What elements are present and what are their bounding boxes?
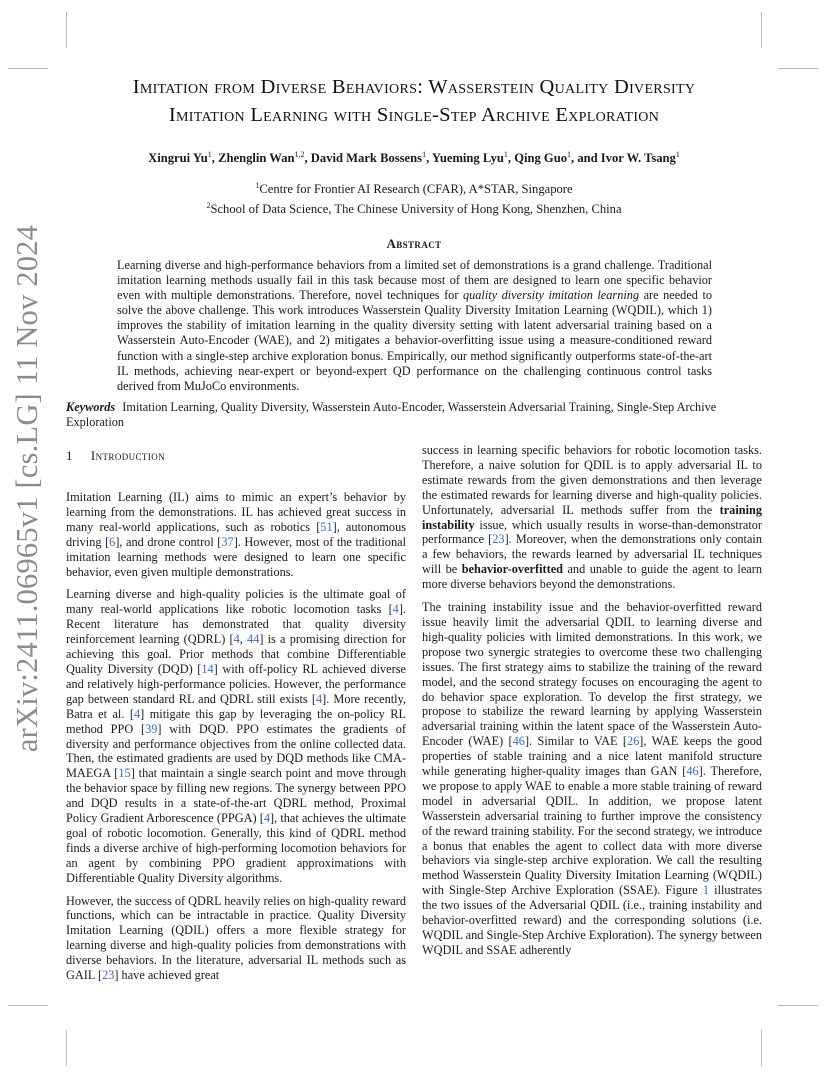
paragraph: Imitation Learning (IL) aims to mimic an expert’s behavior by learning from the demonstrations. IL has achieved great success in many real-world applications, such as robotics [51], autonomous driving [6], and drone control [37]. However, most of the traditional imitation learning methods were designed to learn one specific behavior, even given multiple demonstrations. [66,490,407,579]
section-heading [66,448,406,464]
citation-link[interactable]: 4 [134,706,141,721]
title-line-1: Imitation from Diverse Behaviors: Wasserstein Quality Diversity [132,76,696,98]
citation-link[interactable]: 23 [492,532,505,547]
citation-link[interactable]: 39 [145,721,158,736]
author-name: Ivor W. Tsang [600,151,676,166]
author-affiliation-mark: 1 [207,150,212,159]
keywords-label: Keywords [66,400,116,414]
crop-mark-bottom-right [761,1030,762,1066]
keywords [66,400,762,430]
paper-title [66,73,762,129]
abstract-heading: Abstract [386,236,442,251]
crop-mark-right-lower [778,1005,818,1006]
crop-mark-left-lower [8,1005,48,1006]
affiliation-number: 1 [255,181,260,190]
abstract-body [117,258,712,394]
crop-mark-bottom-left [66,1030,67,1066]
citation-link[interactable]: 4 [263,811,270,826]
affiliation-number: 2 [206,200,211,210]
left-column [66,448,406,991]
author-affiliation-mark: 1 [567,150,572,159]
author-list [66,150,762,166]
bold-term: training instability [422,502,762,532]
affiliation [66,178,762,198]
paragraph: Learning diverse and high-quality policies is the ultimate goal of many real-world applications like robotic locomotion tasks [4]. Recent literature has demonstrated that quality diversity reinforcement learning (QDRL) [4, 44] is a promising direction for achieving this goal. Prior methods that combine Differentiable Quality Diversity (DQD) [14] with off-policy RL achieved diverse and relatively high-performance policies. However, the performance gap between standard RL and QDRL still exists [4]. More recently, Batra et al. [4] mitigate this gap by leveraging the on-policy RL method PPO [39] with DQD. PPO estimates the gradients of diversity and performance objectives from the online collected data. Then, the estimated gradients are used by DQD methods like CMA-MAEGA [15] that maintain a single search point and move through the behavior space by filling new regions. The synergy between PPO and DQD results in a state-of-the-art QDRL method, Proximal Policy Gradient Arborescence (PPGA) [4], that achieves the ultimate goal of robotic locomotion. Generally, this kind of QDRL method finds a diverse archive of high-performing locomotion behaviors for an agent by combining PPO gradient approximations with Differentiable Quality Diversity algorithms. [66,587,407,885]
citation-link[interactable]: 37 [221,534,234,549]
citation-link[interactable]: 6 [109,534,116,549]
section-title: Introduction [90,448,166,463]
citation-link[interactable]: 4 [233,632,240,647]
affiliation-text: School of Data Science, The Chinese University of Hong Kong, Shenzhen, China [210,201,622,216]
citation-link[interactable]: 4 [392,602,399,617]
citation-link[interactable]: 23 [102,968,115,983]
figure-reference-link[interactable]: 1 [702,883,709,898]
arxiv-identifier[interactable] [4,224,52,752]
author-separator: , [426,151,432,166]
author-name: Yueming Lyu [431,151,504,166]
author-name: Xingrui Yu [148,151,208,166]
arxiv-identifier-text: arXiv:2411.06965v1 [cs.LG] 11 Nov 2024 [10,224,45,752]
paragraph: The training instability issue and the behavior-overfitted reward issue heavily limit the adversarial QDIL to learning diverse and high-quality policies with limited demonstrations. In this work, we propose two synergic strategies to overcome these two challenging issues. The first strategy aims to stabilize the training of the reward model, and the second strategy focuses on encouraging the agent to do behavior space exploration. To develop the first strategy, we propose to stabilize the reward learning by applying Wasserstein adversarial training within the latent space of the Wasserstein Auto-Encoder (WAE) [46]. Similar to VAE [26], WAE keeps the good properties of stable training and a nice latent manifold structure while generating higher-quality images than GAN [46]. Therefore, we propose to apply WAE to enable a more stable training of reward model in adversarial QDIL. In addition, we propose latent Wasserstein adversarial training to further improve the consistency of the reward training stability. For the second strategy, we introduce a bonus that enables the agent to collect data with more diverse behaviors via single-step archive exploration. We call the resulting method Wasserstein Quality Diversity Imitation Learning (WQDIL) with Single-Step Archive Exploration (SSAE). Figure 1 illustrates the two issues of the Adversarial QDIL (i.e., training instability and behavior-overfitted reward) and the corresponding solutions (i.e. WQDIL and Single-Step Archive Exploration). The synergy between WQDIL and SSAE adherently [422,600,762,957]
right-column [422,443,762,966]
citation-link[interactable]: 4 [315,691,323,706]
bold-term: behavior-overfitted [461,562,563,577]
affiliation [66,198,762,218]
citation-link[interactable]: 15 [118,766,131,781]
crop-mark-left-upper [8,68,48,69]
abstract-text: Learning diverse and high-performance behaviors from a limited set of demonstrations is a grand challenge. Traditional imitation learning methods usually fail in this task because most of them are designed to learn one specific behavior even with multiple demonstrations. Therefore, novel techniques for [117,258,712,303]
affiliation-list [66,178,762,217]
section-number: 1 [66,448,73,463]
crop-mark-top-left [66,12,67,48]
keywords-text: Imitation Learning, Quality Diversity, Wasserstein Auto-Encoder, Wasserstein Adversarial Training, Single-Step Archive Exploration [66,400,717,430]
paragraph: success in learning specific behaviors for robotic locomotion tasks. Therefore, a naive solution for QDIL is to apply adversarial IL to estimate rewards from the given demonstrations and then leverage the estimated rewards for learning diverse and high-quality policies. Unfortunately, adversarial IL methods suffer from the training instability issue, which usually results in worse-than-demonstrator performance [23]. Moreover, when the demonstrations only contain a few behaviors, the rewards learned by adversarial IL techniques will be behavior-overfitted and unable to guide the agent to learn more diverse behaviors beyond the demonstrations. [422,443,762,592]
citation-link[interactable]: 46 [686,764,699,779]
title-line-2: Imitation Learning with Single-Step Archive Exploration [168,104,660,126]
citation-link[interactable]: 46 [512,734,525,749]
citation-link[interactable]: 51 [320,519,333,534]
author-affiliation-mark: 1 [422,150,427,159]
paragraph: However, the success of QDRL heavily relies on high-quality reward functions, which can be intractable in practice. Quality Diversity Imitation Learning (QDIL) offers a more flexible strategy for learning diverse and high-quality policies from demonstrations with diverse behaviors. In the literature, adversarial IL methods such as GAIL [23] have achieved great [66,893,406,983]
abstract-text: are needed to solve the above challenge. This work introduces Wasserstein Quality Diversity Imitation Learning (WQDIL), which 1) improves the stability of imitation learning in the quality diversity setting with latent adversarial training based on a Wasserstein Auto-Encoder (WAE), and 2) mitigates a behavior-overfitting issue using a measure-conditioned reward function with a single-step archive exploration bonus. Empirically, our method significantly outperforms state-of-the-art IL methods, achieving near-expert or beyond-expert QD performance on the challenging continuous control tasks derived from MuJoCo environments. [117,288,713,393]
author-affiliation-mark: 1 [675,150,680,159]
crop-mark-right-upper [778,68,818,69]
author-name: Qing Guo [514,151,568,166]
author-name: David Mark Bossens [310,151,423,166]
author-separator: , [211,151,219,166]
author-name: Zhenglin Wan [218,151,295,166]
author-affiliation-mark: 1,2 [294,150,305,159]
author-separator: , [304,151,311,166]
author-affiliation-mark: 1 [503,150,508,159]
abstract-emphasis: quality diversity imitation learning [462,288,640,303]
crop-mark-top-right [761,12,762,48]
affiliation-text: Centre for Frontier AI Research (CFAR), A*STAR, Singapore [259,182,573,197]
citation-link[interactable]: 14 [201,661,214,676]
citation-link[interactable]: 44 [247,632,260,647]
citation-link[interactable]: 26 [626,734,640,749]
author-separator: , and [571,151,601,166]
author-separator: , [507,151,515,166]
